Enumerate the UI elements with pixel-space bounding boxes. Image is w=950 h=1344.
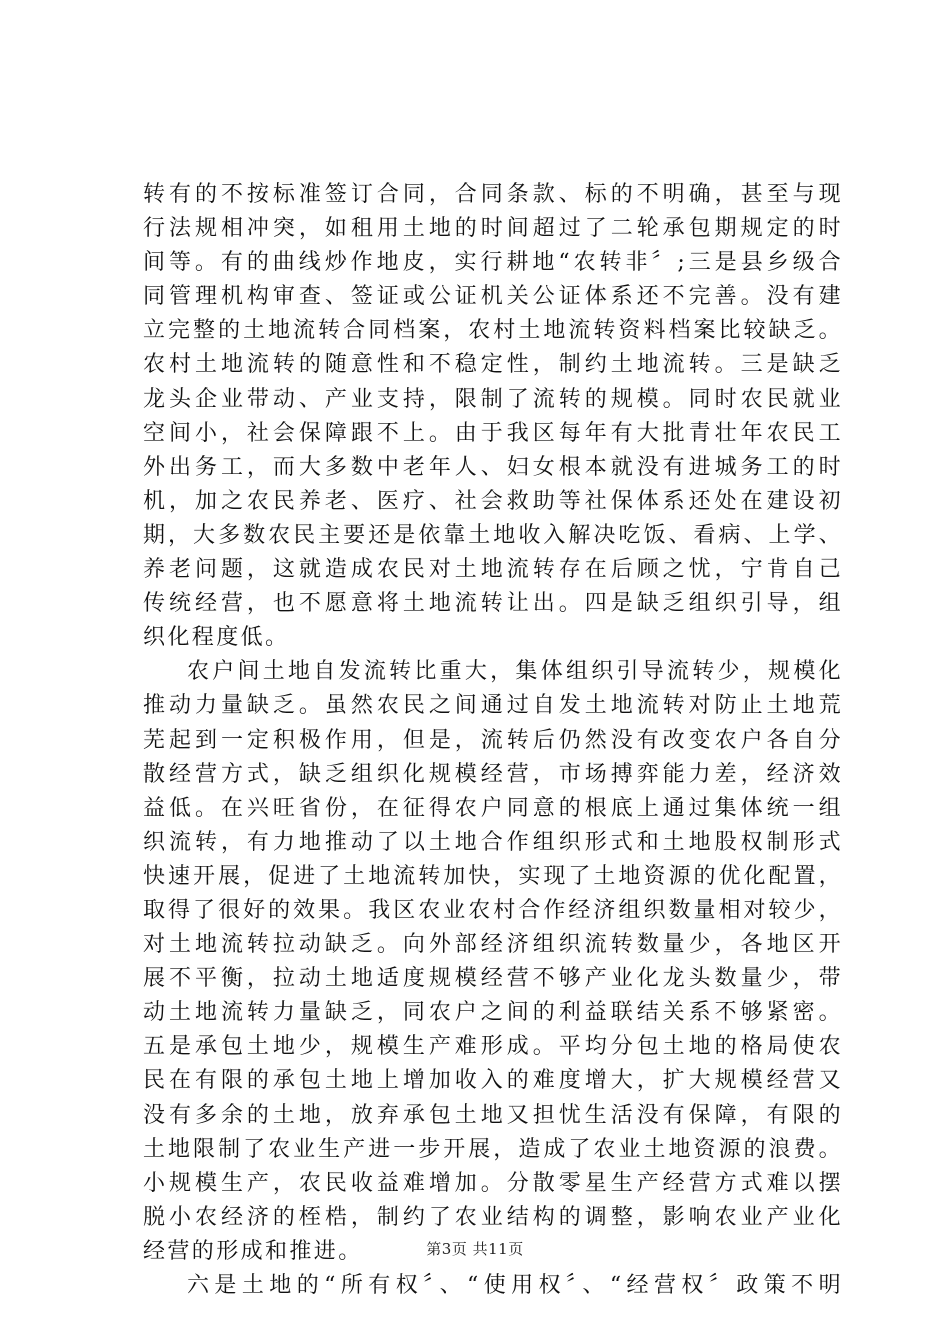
text-line: 农村土地流转的随意性和不稳定性，制约土地流转。三是缺乏 (143, 352, 843, 378)
text-line: 土地限制了农业生产进一步开展，造成了农业土地资源的浪费。 (143, 1136, 843, 1162)
text-line: 经营的形成和推进。 (143, 1238, 363, 1264)
text-line: 农户间土地自发流转比重大，集体组织引导流转少，规模化 (187, 659, 843, 685)
text-line: 没有多余的土地，放弃承包土地又担忧生活没有保障，有限的 (143, 1102, 843, 1128)
text-line: 传统经营，也不愿意将土地流转让出。四是缺乏组织引导，组 (143, 591, 843, 617)
text-line: 对土地流转拉动缺乏。向外部经济组织流转数量少，各地区开 (143, 932, 843, 958)
text-line: 外出务工，而大多数中老年人、妇女根本就没有进城务工的时 (143, 454, 843, 480)
text-line: 同管理机构审查、签证或公证机关公证体系还不完善。没有建 (143, 284, 843, 310)
text-line: 期，大多数农民主要还是依靠土地收入解决吃饭、看病、上学、 (143, 522, 843, 548)
text-line: 行法规相冲突，如租用土地的时间超过了二轮承包期规定的时 (143, 216, 843, 242)
text-line: 五是承包土地少，规模生产难形成。平均分包土地的格局使农 (143, 1034, 843, 1060)
text-line: 空间小，社会保障跟不上。由于我区每年有大批青壮年农民工 (143, 420, 843, 446)
text-line: 间等。有的曲线炒作地皮，实行耕地“农转非〞;三是县乡级合 (143, 250, 843, 276)
text-line: 益低。在兴旺省份，在征得农户同意的根底上通过集体统一组 (143, 795, 843, 821)
text-line: 立完整的土地流转合同档案，农村土地流转资料档案比较缺乏。 (143, 318, 843, 344)
text-line: 取得了很好的效果。我区农业农村合作经济组织数量相对较少， (143, 897, 843, 923)
text-line: 转有的不按标准签订合同，合同条款、标的不明确，甚至与现 (143, 182, 843, 207)
text-line: 芜起到一定积极作用，但是，流转后仍然没有改变农户各自分 (143, 727, 843, 753)
text-line: 小规模生产，农民收益难增加。分散零星生产经营方式难以摆 (143, 1170, 843, 1196)
text-line: 散经营方式，缺乏组织化规模经营，市场搏弈能力差，经济效 (143, 761, 843, 787)
text-line: 机，加之农民养老、医疗、社会救助等社保体系还处在建设初 (143, 488, 843, 514)
text-line: 养老问题，这就造成农民对土地流转存在后顾之忧，宁肯自己 (143, 557, 843, 583)
text-line: 织流转，有力地推动了以土地合作组织形式和土地股权制形式 (143, 829, 843, 855)
text-line: 脱小农经济的桎梏，制约了农业结构的调整，影响农业产业化 (143, 1204, 843, 1230)
text-line: 织化程度低。 (143, 625, 290, 651)
page-number-footer: 第3页 共11页 (426, 1240, 524, 1258)
text-line: 展不平衡，拉动土地适度规模经营不够产业化龙头数量少，带 (143, 966, 843, 992)
text-line: 推动力量缺乏。虽然农民之间通过自发土地流转对防止土地荒 (143, 693, 843, 719)
text-line: 快速开展，促进了土地流转加快，实现了土地资源的优化配置， (143, 863, 843, 889)
document-body (143, 178, 843, 1303)
text-line: 六是土地的“所有权〞、“使用权〞、“经营权〞政策不明 (187, 1273, 843, 1298)
text-line: 龙头企业带动、产业支持，限制了流转的规模。同时农民就业 (143, 386, 843, 412)
text-line: 民在有限的承包土地上增加收入的难度增大，扩大规模经营又 (143, 1068, 843, 1094)
text-line: 动土地流转力量缺乏，同农户之间的利益联结关系不够紧密。 (143, 1000, 843, 1026)
